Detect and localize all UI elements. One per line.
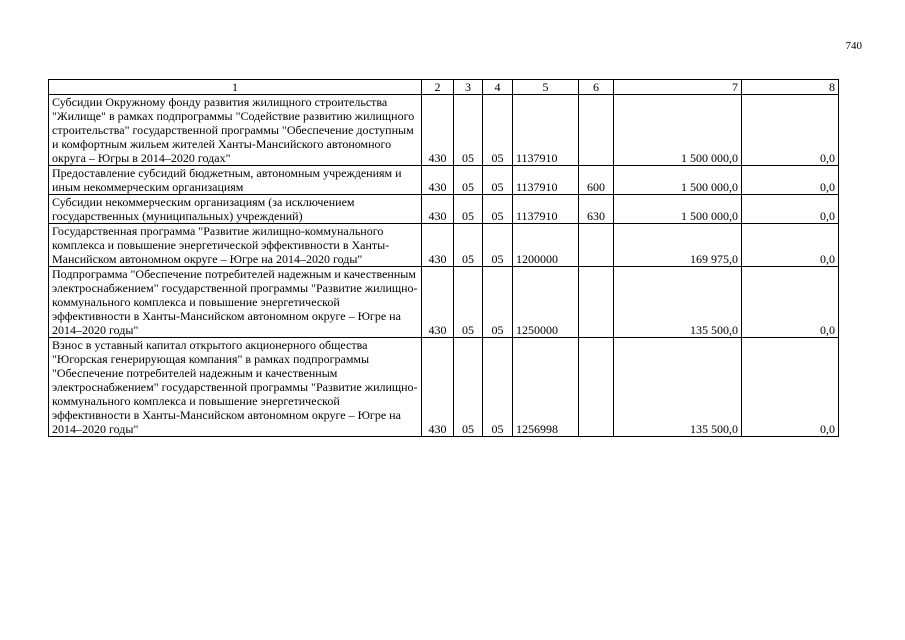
row-name-text: Взнос в уставный капитал открытого акционерного общества "Югорская генерирующая компания" в рамках подпрограммы "Обеспечение потребителей надежным и качественным электроснабжением" государственной программы "Развитие жилищно-коммунального комплекса и повышение энергетической эффективности в Ханты-Мансийском автономном округе – Югре на 2014–2020 годы" [52, 338, 418, 436]
cell-subsection: 05 [483, 195, 513, 224]
header-col-5: 5 [513, 80, 579, 95]
cell-section: 05 [454, 195, 483, 224]
cell-amount: 169 975,0 [614, 224, 742, 267]
cell-amount: 1 500 000,0 [614, 166, 742, 195]
row-name-text: Государственная программа "Развитие жилищно-коммунального комплекса и повышение энергетической эффективности в Ханты-Мансийском автономном округе – Югре на 2014–2020 годы" [52, 224, 390, 266]
header-col-2: 2 [422, 80, 454, 95]
cell-amount: 1 500 000,0 [614, 95, 742, 166]
cell-section: 05 [454, 338, 483, 437]
cell-target: 1137910 [513, 95, 579, 166]
table-row [49, 338, 839, 437]
cell-admin: 430 [422, 95, 454, 166]
cell-admin: 430 [422, 166, 454, 195]
cell-amount: 135 500,0 [614, 338, 742, 437]
header-col-7: 7 [614, 80, 742, 95]
header-col-8: 8 [742, 80, 839, 95]
cell-target: 1256998 [513, 338, 579, 437]
cell-type: 630 [579, 195, 614, 224]
cell-admin: 430 [422, 338, 454, 437]
cell-subsection: 05 [483, 95, 513, 166]
cell-section: 05 [454, 267, 483, 338]
cell-target: 1200000 [513, 224, 579, 267]
cell-target: 1137910 [513, 195, 579, 224]
row-name-text: Субсидии некоммерческим организациям (за исключением государственных (муниципальных) учреждений) [52, 195, 355, 223]
cell-section: 05 [454, 95, 483, 166]
table-row [49, 95, 839, 166]
header-col-4: 4 [483, 80, 513, 95]
table-row [49, 224, 839, 267]
cell-target: 1137910 [513, 166, 579, 195]
row-name-text: Субсидии Окружному фонду развития жилищного строительства "Жилище" в рамках подпрограммы "Содействие развитию жилищного строительства" государственной программы "Обеспечение доступным и комфортным жильем жителей Ханты-Мансийского автономного округа – Югры в 2014–2020 годах" [52, 95, 415, 165]
row-name-text: Предоставление субсидий бюджетным, автономным учреждениям и иным некоммерческим организациям [52, 166, 402, 194]
cell-amount-2: 0,0 [742, 267, 839, 338]
cell-section: 05 [454, 166, 483, 195]
table-row [49, 195, 839, 224]
cell-admin: 430 [422, 224, 454, 267]
cell-admin: 430 [422, 267, 454, 338]
cell-section: 05 [454, 224, 483, 267]
cell-amount: 135 500,0 [614, 267, 742, 338]
row-name [49, 267, 422, 338]
cell-subsection: 05 [483, 224, 513, 267]
cell-amount-2: 0,0 [742, 95, 839, 166]
cell-amount-2: 0,0 [742, 166, 839, 195]
cell-amount-2: 0,0 [742, 224, 839, 267]
header-col-3: 3 [454, 80, 483, 95]
row-name [49, 166, 422, 195]
table-row [49, 166, 839, 195]
row-name [49, 95, 422, 166]
table-row [49, 267, 839, 338]
row-name-text: Подпрограмма "Обеспечение потребителей надежным и качественным электроснабжением" государственной программы "Развитие жилищно-коммунального комплекса и повышение энергетической эффективности в Ханты-Мансийском автономном округе – Югре на 2014–2020 годы" [52, 267, 418, 337]
page-number: 740 [845, 40, 862, 52]
budget-table [48, 79, 839, 437]
cell-subsection: 05 [483, 338, 513, 437]
cell-type [579, 95, 614, 166]
cell-type [579, 338, 614, 437]
cell-amount: 1 500 000,0 [614, 195, 742, 224]
header-row [49, 80, 839, 95]
header-col-6: 6 [579, 80, 614, 95]
row-name [49, 195, 422, 224]
row-name [49, 338, 422, 437]
header-col-1: 1 [49, 80, 422, 95]
cell-amount-2: 0,0 [742, 195, 839, 224]
cell-type: 600 [579, 166, 614, 195]
cell-target: 1250000 [513, 267, 579, 338]
cell-amount-2: 0,0 [742, 338, 839, 437]
row-name [49, 224, 422, 267]
cell-type [579, 224, 614, 267]
cell-subsection: 05 [483, 267, 513, 338]
cell-type [579, 267, 614, 338]
cell-admin: 430 [422, 195, 454, 224]
cell-subsection: 05 [483, 166, 513, 195]
